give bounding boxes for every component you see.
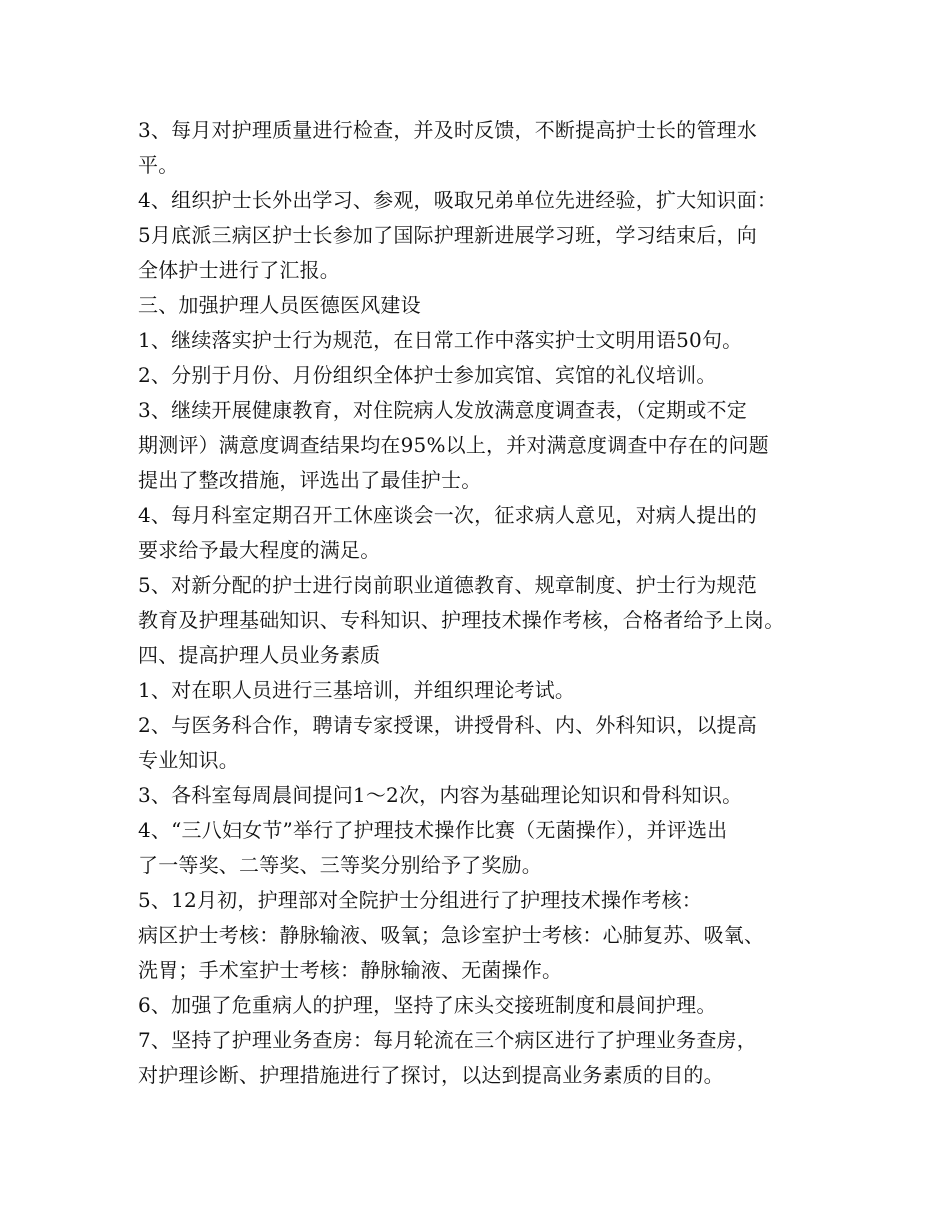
text-line: 3、每月对护理质量进行检查，并及时反馈，不断提高护士长的管理水: [138, 118, 757, 142]
text-line: 期测评）满意度调查结果均在95%以上，并对满意度调查中存在的问题: [138, 433, 769, 457]
text-line: 对护理诊断、护理措施进行了探讨，以达到提高业务素质的目的。: [138, 1063, 724, 1087]
text-line: 4、每月科室定期召开工休座谈会一次，征求病人意见，对病人提出的: [138, 503, 757, 527]
text-line: 1、继续落实护士行为规范，在日常工作中落实护士文明用语50句。: [138, 328, 743, 352]
text-line: 3、继续开展健康教育，对住院病人发放满意度调查表，（定期或不定: [138, 398, 747, 422]
document-body: [138, 113, 828, 1093]
text-line: 洗胃；手术室护士考核：静脉输液、无菌操作。: [138, 958, 563, 982]
text-line: 4、组织护士长外出学习、参观，吸取兄弟单位先进经验，扩大知识面：: [138, 188, 778, 212]
text-line: 提出了整改措施，评选出了最佳护士。: [138, 468, 482, 492]
section-heading: 四、提高护理人员业务素质: [138, 643, 381, 667]
text-line: 1、对在职人员进行三基培训，并组织理论考试。: [138, 678, 576, 702]
text-line: 7、坚持了护理业务查房：每月轮流在三个病区进行了护理业务查房，: [138, 1028, 757, 1052]
text-line: 5、12月初，护理部对全院护士分组进行了护理技术操作考核：: [138, 888, 702, 912]
text-line: 5、对新分配的护士进行岗前职业道德教育、规章制度、护士行为规范: [138, 573, 757, 597]
text-line: 平。: [138, 153, 179, 177]
text-line: 专业知识。: [138, 748, 239, 772]
text-line: 6、加强了危重病人的护理，坚持了床头交接班制度和晨间护理。: [138, 993, 717, 1017]
text-line: 2、与医务科合作，聘请专家授课，讲授骨科、内、外科知识，以提高: [138, 713, 757, 737]
text-line: 2、分别于月份、月份组织全体护士参加宾馆、宾馆的礼仪培训。: [138, 363, 717, 387]
text-line: 5月底派三病区护士长参加了国际护理新进展学习班，学习结束后，向: [138, 223, 757, 247]
text-line: 教育及护理基础知识、专科知识、护理技术操作考核，合格者给予上岗。: [138, 608, 785, 632]
text-line: 要求给予最大程度的满足。: [138, 538, 381, 562]
text-line: 3、各科室每周晨间提问1～2次，内容为基础理论知识和骨科知识。: [138, 783, 743, 807]
text-line: 全体护士进行了汇报。: [138, 258, 340, 282]
text-line: 4、“三八妇女节”举行了护理技术操作比赛（无菌操作），并评选出: [138, 818, 728, 842]
text-line: 病区护士考核：静脉输液、吸氧；急诊室护士考核：心肺复苏、吸氧、: [138, 923, 765, 947]
text-line: 了一等奖、二等奖、三等奖分别给予了奖励。: [138, 853, 542, 877]
section-heading: 三、加强护理人员医德医风建设: [138, 293, 421, 317]
